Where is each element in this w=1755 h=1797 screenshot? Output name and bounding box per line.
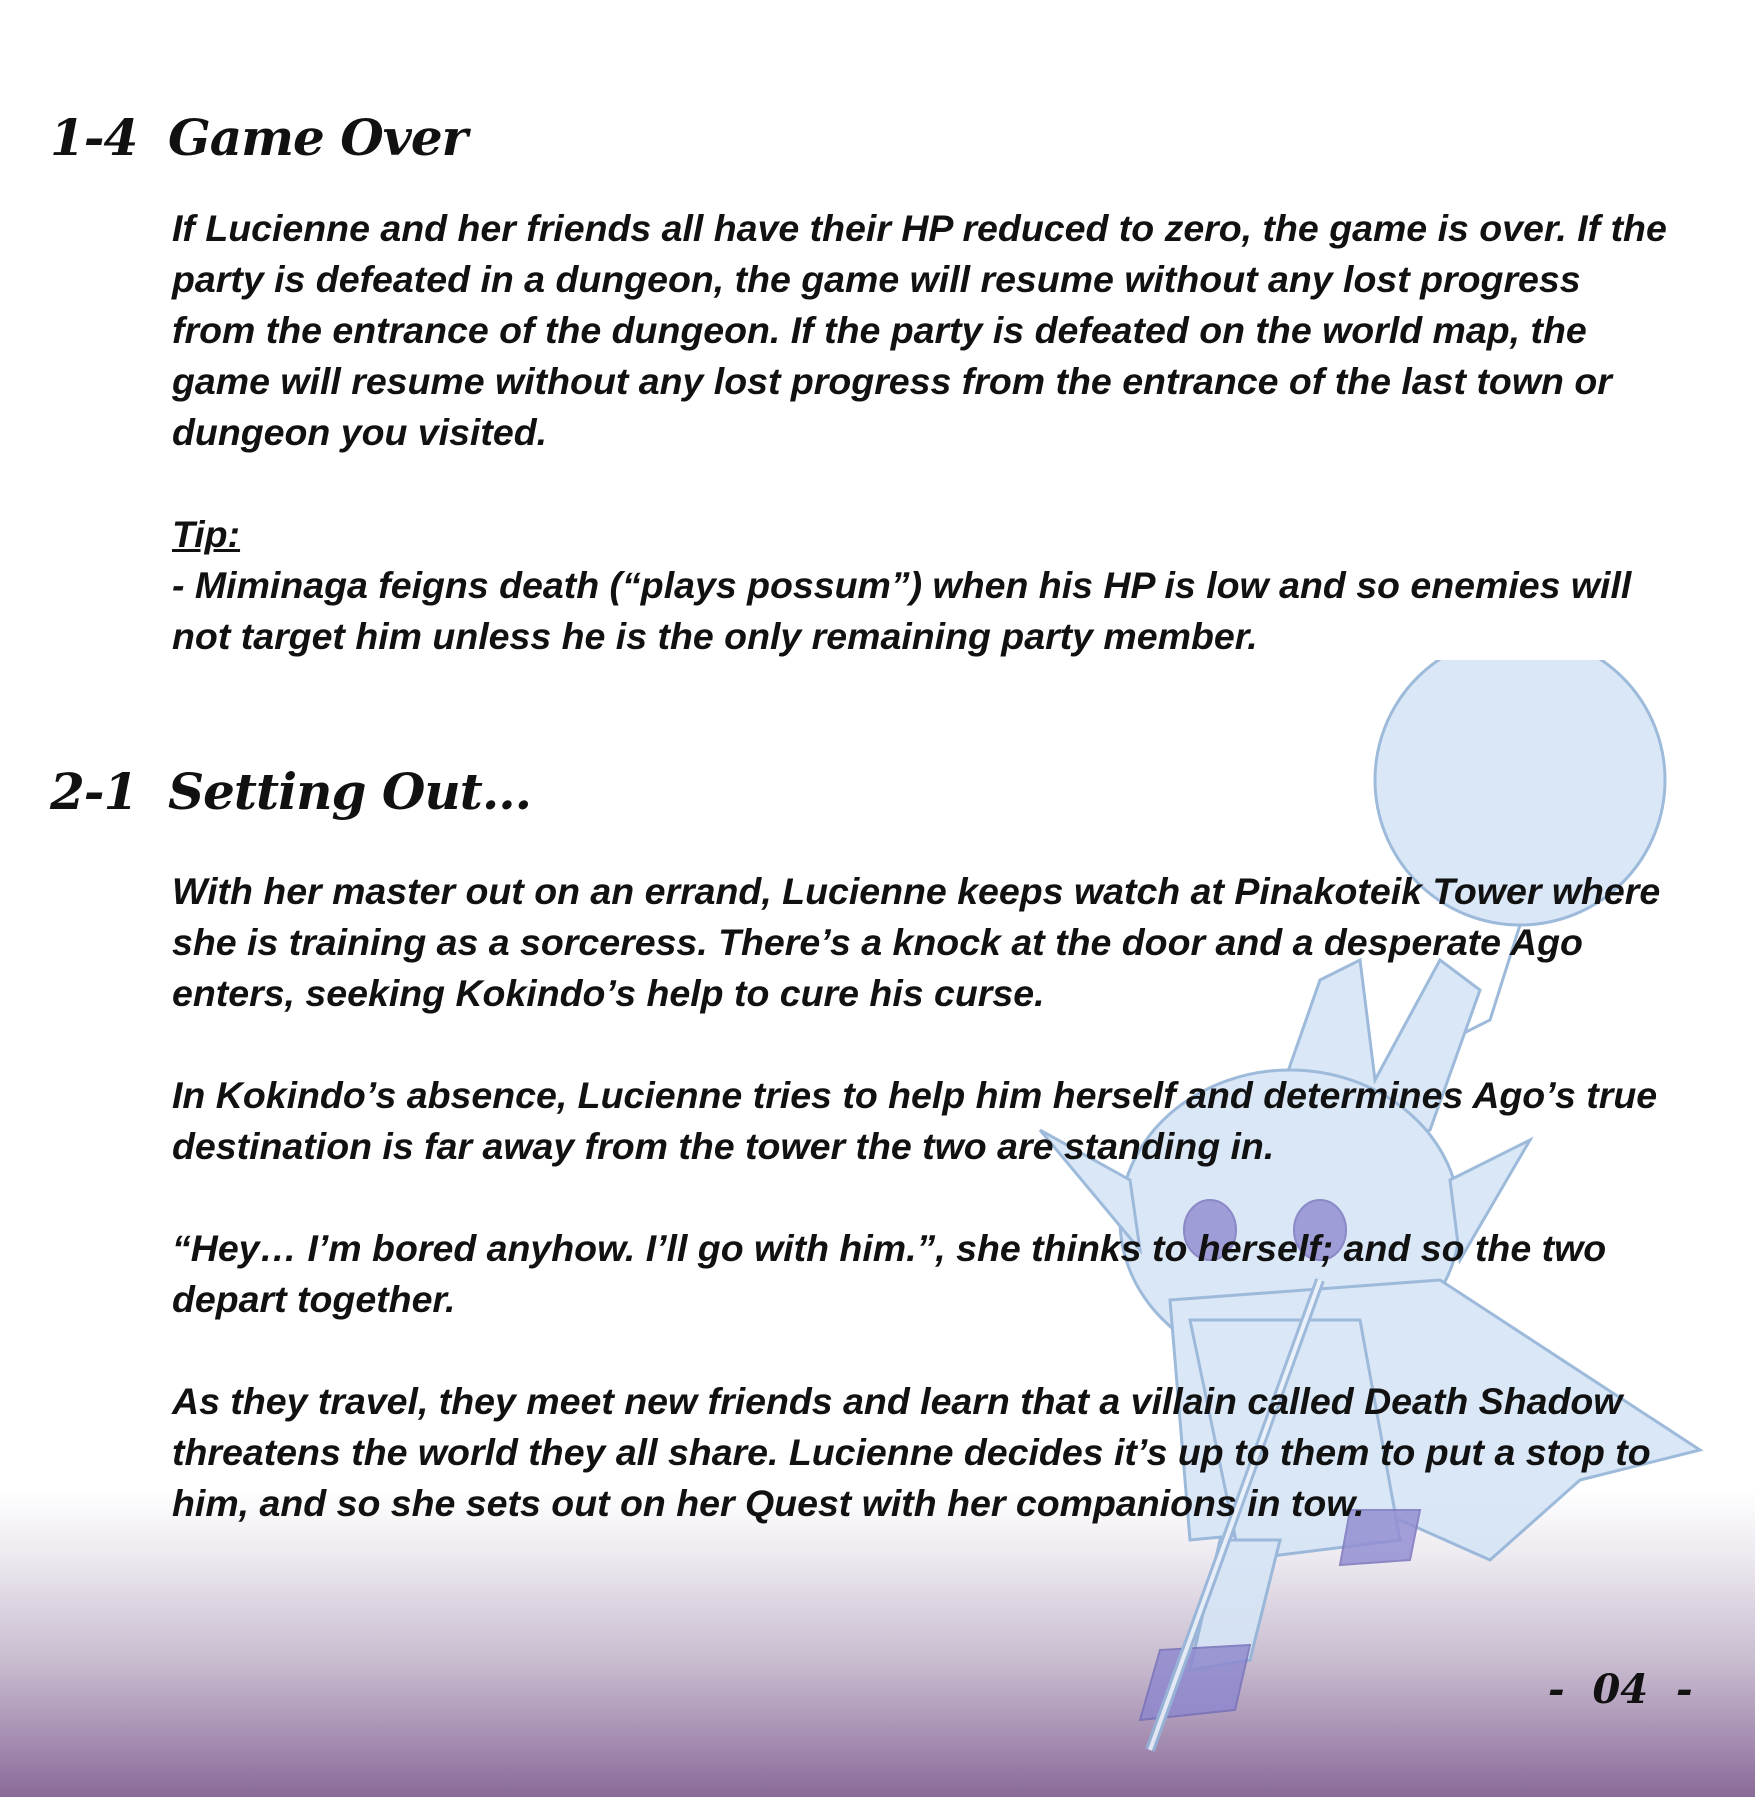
tip-label: Tip:: [172, 513, 241, 555]
section-title: Setting Out...: [168, 762, 532, 821]
section-heading-setting-out: [50, 762, 531, 821]
story-paragraph: “Hey… I’m bored anyhow. I’ll go with him.”, she thinks to herself; and so the two depart together.: [172, 1227, 1607, 1320]
game-over-paragraph: If Lucienne and her friends all have their HP reduced to zero, the game is over. If the party is defeated in a dungeon, the game will resume without any lost progress from the entrance of the dungeon. If the party is defeated on the world map, the game will resume without any lost progress from the entrance of the last town or dungeon you visited.: [172, 207, 1667, 453]
page-number: - 04 -: [1548, 1666, 1693, 1713]
tip-text: - Miminaga feigns death (“plays possum”) when his HP is low and so enemies will not target him unless he is the only remaining party member.: [172, 564, 1632, 657]
section-title: Game Over: [168, 108, 467, 167]
story-paragraph: In Kokindo’s absence, Lucienne tries to help him herself and determines Ago’s true destination is far away from the tower the two are standing in.: [172, 1074, 1658, 1167]
section-number: 2-1: [50, 762, 138, 821]
setting-out-body: [172, 866, 1672, 1529]
boot-shape: [1140, 1645, 1250, 1720]
section-heading-game-over: [50, 108, 467, 167]
section-number: 1-4: [50, 108, 138, 167]
story-paragraph: As they travel, they meet new friends and learn that a villain called Death Shadow threatens the world they all share. Lucienne decides it’s up to them to put a stop to him, and so she sets out on her Quest with her companions in tow.: [172, 1380, 1651, 1524]
story-paragraph: With her master out on an errand, Lucienne keeps watch at Pinakoteik Tower where she is training as a sorceress. There’s a knock at the door and a desperate Ago enters, seeking Kokindo’s help to cure his curse.: [172, 870, 1661, 1014]
game-over-body: [172, 203, 1672, 662]
